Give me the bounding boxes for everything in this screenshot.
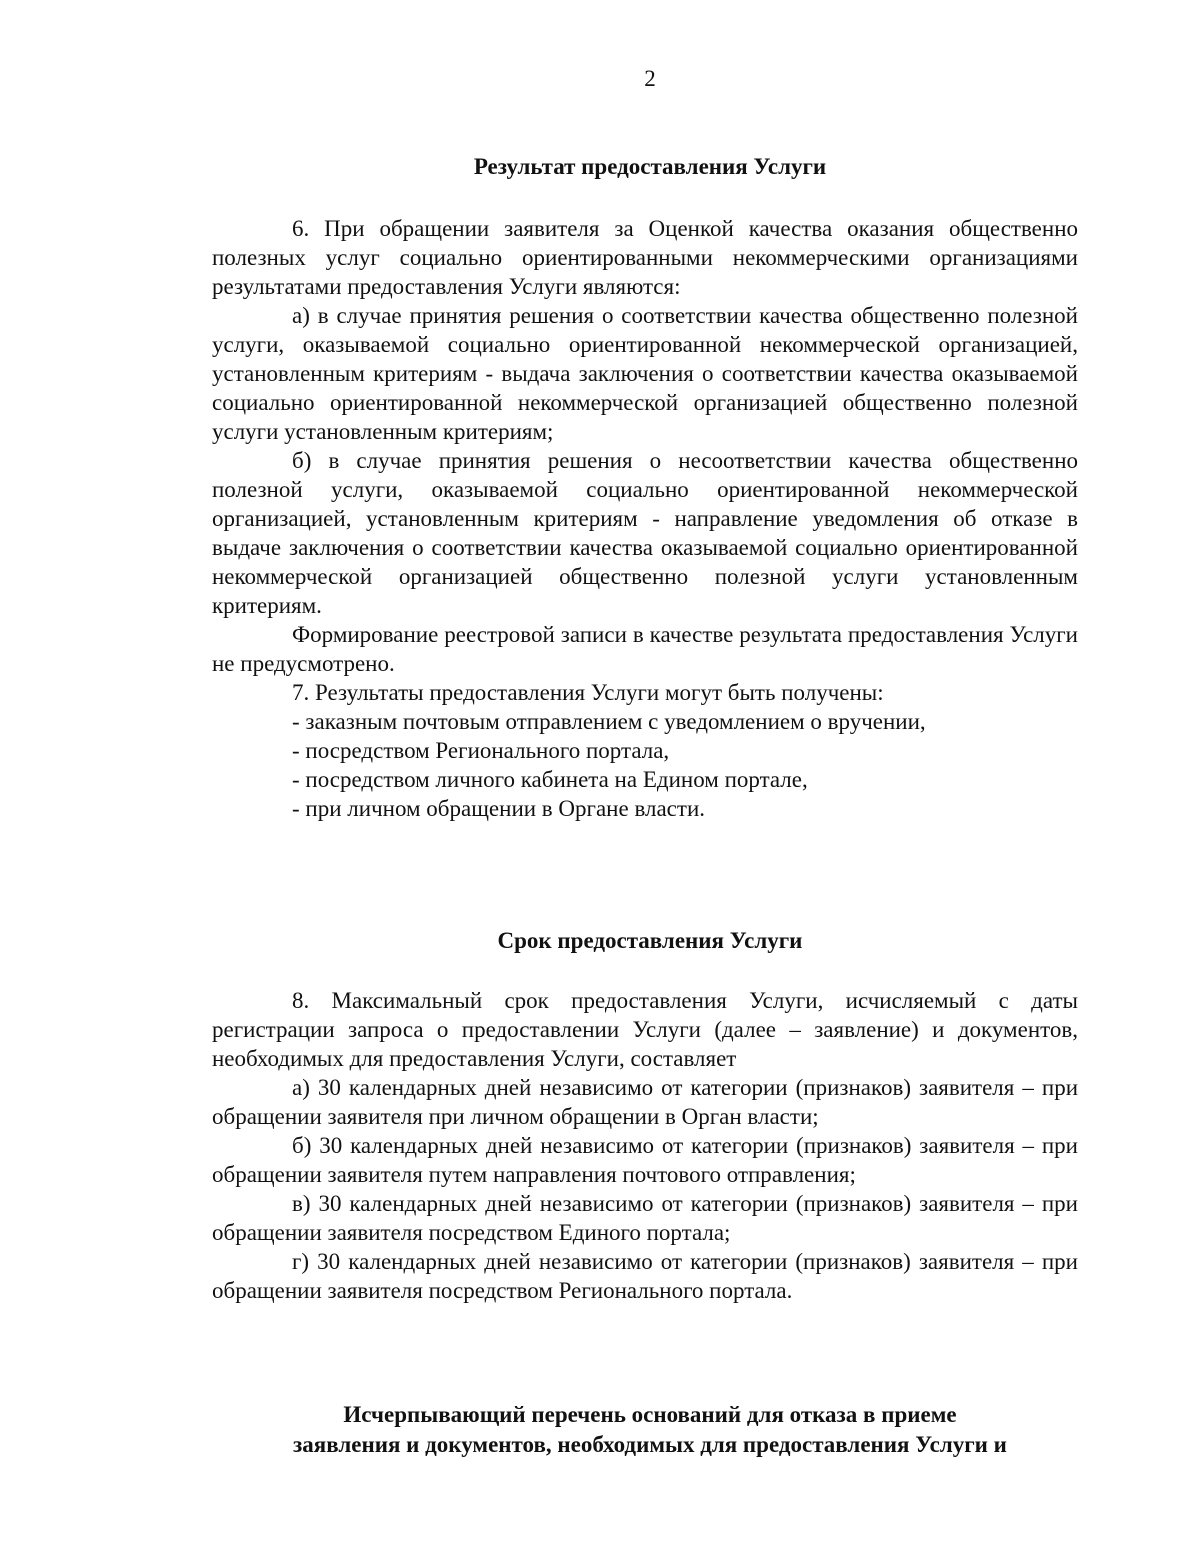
- paragraph-8: 8. Максимальный срок предоставления Услуги, исчисляемый с даты регистрации запроса о предоставлении Услуги (далее – заявление) и документов, необходимых для предоставления Услуги, составляет: [212, 988, 1078, 1071]
- paragraph-8g: г) 30 календарных дней независимо от категории (признаков) заявителя – при обращении заявителя посредством Регионального портала.: [212, 1249, 1078, 1303]
- list-item: - заказным почтовым отправлением с уведомлением о вручении,: [292, 709, 926, 734]
- section-heading-term: Срок предоставления Услуги: [497, 928, 803, 953]
- paragraph-7: 7. Результаты предоставления Услуги могут быть получены:: [292, 680, 884, 705]
- section-heading-refusal-line1: Исчерпывающий перечень оснований для отказа в приеме: [343, 1402, 957, 1427]
- section-heading-refusal-line2: заявления и документов, необходимых для предоставления Услуги и: [293, 1432, 1007, 1457]
- paragraph-8b: б) 30 календарных дней независимо от категории (признаков) заявителя – при обращении заявителя путем направления почтового отправления;: [212, 1133, 1078, 1187]
- paragraph-6a: а) в случае принятия решения о соответствии качества общественно полезной услуги, оказываемой социально ориентированной некоммерческой организацией, установленным критериям - выдача заключения о соответствии качества оказываемой социально ориентированной некоммерческой организацией общественно полезной услуги установленным критериям;: [212, 303, 1078, 444]
- paragraph-8a: а) 30 календарных дней независимо от категории (признаков) заявителя – при обращении заявителя при личном обращении в Орган власти;: [212, 1075, 1078, 1129]
- list-item: - посредством личного кабинета на Едином портале,: [292, 767, 808, 792]
- page-number: 2: [644, 66, 656, 91]
- list-item: - посредством Регионального портала,: [292, 738, 670, 763]
- section-heading-result: Результат предоставления Услуги: [473, 154, 827, 179]
- section-body-result: [212, 214, 1078, 823]
- paragraph-6b: б) в случае принятия решения о несоответствии качества общественно полезной услуги, оказываемой социально ориентированной некоммерческой организацией, установленным критериям - направление уведомления об отказе в выдаче заключения о соответствии качества оказываемой социально ориентированной некоммерческой организацией общественно полезной услуги установленным критериям.: [212, 448, 1078, 618]
- paragraph-6: 6. При обращении заявителя за Оценкой качества оказания общественно полезных услуг социально ориентированными некоммерческими организациями результатами предоставления Услуги являются:: [212, 216, 1078, 299]
- section-body-term: [212, 986, 1078, 1305]
- paragraph-registry: Формирование реестровой записи в качестве результата предоставления Услуги не предусмотрено.: [212, 622, 1078, 676]
- list-item: - при личном обращении в Органе власти.: [292, 796, 706, 821]
- paragraph-8v: в) 30 календарных дней независимо от категории (признаков) заявителя – при обращении заявителя посредством Единого портала;: [212, 1191, 1078, 1245]
